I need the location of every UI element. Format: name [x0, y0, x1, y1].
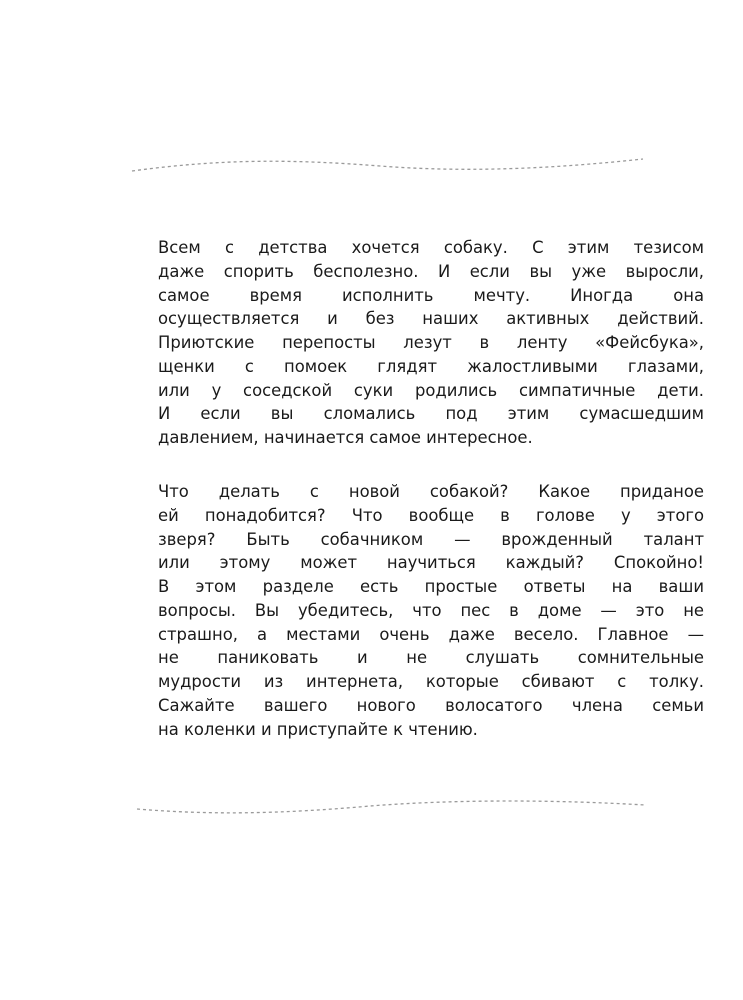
paragraph-line: страшно, а местами очень даже весело. Главное —	[158, 624, 704, 644]
paragraph-line: Что делать с новой собакой? Какое приданое	[158, 482, 704, 501]
paragraph-line: самое время исполнить мечту. Иногда она	[158, 285, 704, 305]
paragraph-1	[158, 236, 704, 450]
paragraph-line: даже спорить бесполезно. И если вы уже выросли,	[158, 261, 704, 281]
paragraph-line: или этому может научиться каждый? Спокойно!	[158, 553, 704, 573]
paragraph-line: щенки с помоек глядят жалостливыми глазами,	[158, 356, 704, 376]
paragraph-line: В этом разделе есть простые ответы на ваши	[158, 577, 704, 596]
paragraph-line: ей понадобится? Что вообще в голове у этого	[158, 505, 704, 525]
paragraph-line: И если вы сломались под этим сумасшедшим	[158, 404, 704, 424]
paragraph-line: Сажайте вашего нового волосатого члена семьи	[158, 695, 704, 715]
paragraph-line: на коленки и приступайте к чтению.	[158, 719, 478, 739]
paragraph-line: осуществляется и без наших активных действий.	[158, 309, 704, 329]
paragraph-line: или у соседской суки родились симпатичные дети.	[158, 380, 704, 400]
paragraph-line: давлением, начинается самое интересное.	[158, 428, 533, 447]
paragraph-line: Приютские перепосты лезут в ленту «Фейсбука»,	[158, 333, 704, 352]
paragraph-line: вопросы. Вы убедитесь, что пес в доме — это не	[158, 600, 704, 620]
bottom-wavy-divider	[0, 797, 743, 817]
paragraph-line: Всем с детства хочется собаку. С этим тезисом	[158, 238, 704, 257]
paragraph-line: мудрости из интернета, которые сбивают с толку.	[158, 672, 704, 691]
paragraph-2	[158, 480, 704, 741]
top-wavy-divider	[0, 154, 743, 174]
paragraph-line: зверя? Быть собачником — врожденный талант	[158, 529, 704, 549]
paragraph-line: не паниковать и не слушать сомнительные	[158, 648, 704, 668]
